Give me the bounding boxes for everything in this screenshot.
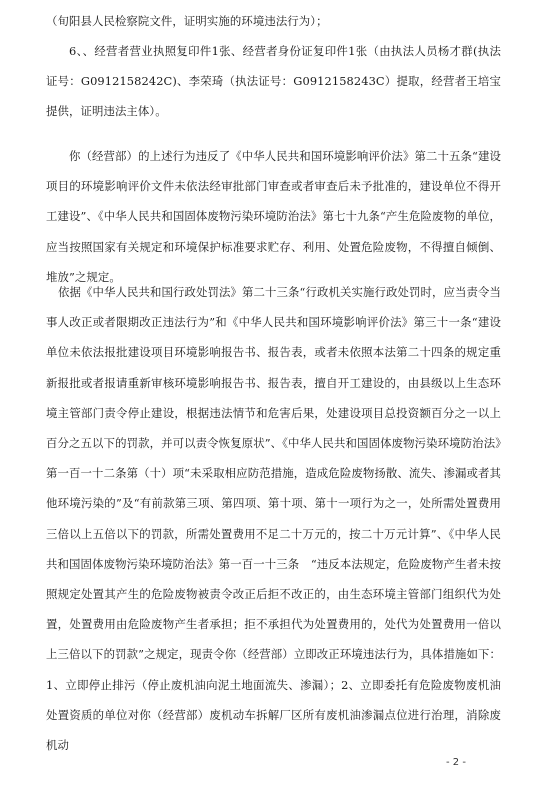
paragraph-evidence-6: 6、、经营者营业执照复印件1张、经营者身份证复印件1张（由执法人员杨才群(执法证号：G0912158242C)、李荣琦（执法证号：G0912158243C）提取，经营者王培宝提供，证明违法主体）。 (46, 44, 501, 119)
paragraph-legal-basis-and-order: 依据《中华人民共和国行政处罚法》第二十三条“行政机关实施行政处罚时，应当责令当事人改正或者限期改正违法行为”和《中华人民共和国环境影响评价法》第三十一条“建设单位未依法报批建设项目环境影响报告书、报告表，或者未依照本法第二十四条的规定重新报批或者报请重新审核环境影响报告书、报告表，擅自开工建设的，由县级以上生态环境主管部门责令停止建设，根据违法情节和危害后果，处建设项目总投资额百分之一以上百分之五以下的罚款，并可以责令恢复原状”、《中华人民共和国固体废物污染环境防治法》第一百一十二条第（十）项“未采取相应防范措施，造成危险废物扬散、流失、渗漏或者其他环境污染的”及“有前款第三项、第四项、第十项、第十一项行为之一，处所需处置费用三倍以上五倍以下的罚款，所需处置费用不足二十万元的，按二十万元计算”、《中华人民共和国固体废物污染环境防治法》第一百一十三条 “违反本法规定，危险废物产生者未按照规定处置其产生的危险废物被责令改正后拒不改正的，由生态环境主管部门组织代为处置，处置费用由危险废物产生者承担；拒不承担代为处置费用的，处代为处置费用一倍以上三倍以下的罚款”之规定，现责令你（经营部）立即改正环境违法行为，具体措施如下：1、立即停止排污（停止废机油向泥土地面流失、渗漏）；2、立即委托有危险废物废机油处置资质的单位对你（经营部）废机动车拆解厂区所有废机油渗漏点位进行治理，消除废机动 (46, 285, 501, 753)
page-number: - 2 - (446, 757, 466, 768)
paragraph-evidence-5-tail: （旬阳县人民检察院文件，证明实施的环境违法行为）； (46, 14, 328, 28)
paragraph-violation-statement: 你（经营部）的上述行为违反了《中华人民共和国环境影响评价法》第二十五条“建设项目的环境影响评价文件未依法经审批部门审查或者审查后未予批准的，建设单位不得开工建设”、《中华人民共和国固体废物污染环境防治法》第七十九条“产生危险废物的单位，应当按照国家有关规定和环境保护标准要求贮存、利用、处置危险废物，不得擅自倾倒、堆放”之规定。 (46, 149, 501, 284)
